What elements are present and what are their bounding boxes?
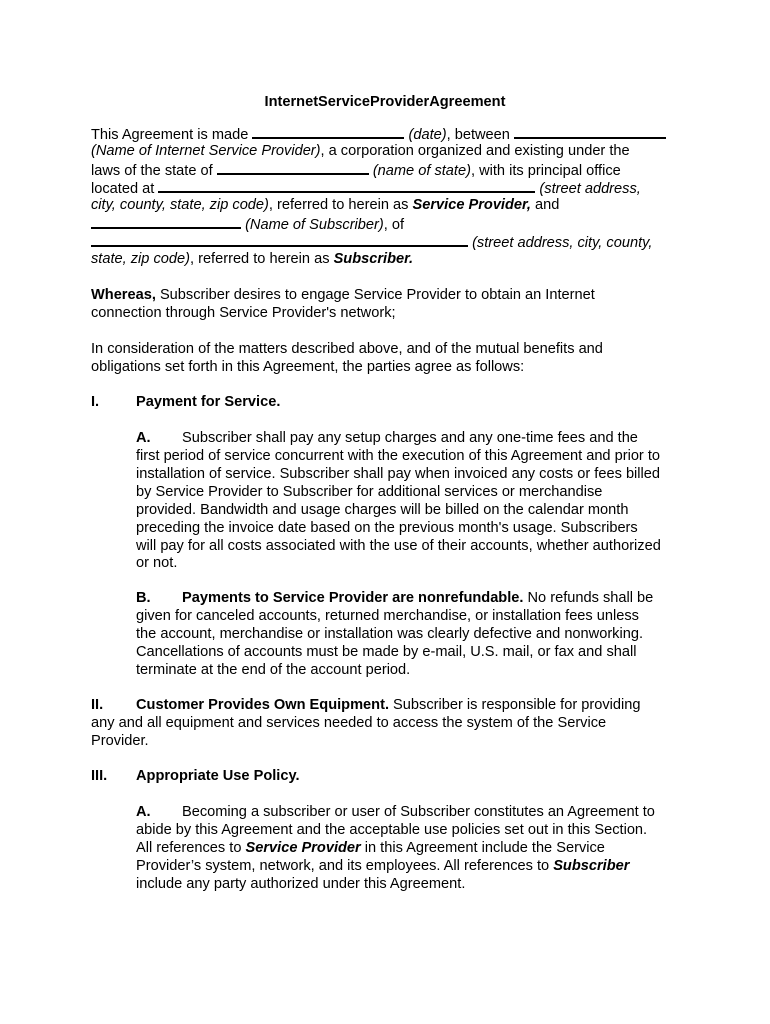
section-2-text: Subscriber is responsible for providing [389,697,641,713]
intro-line-8 [91,251,413,269]
subscriber-name-hint: (Name of Subscriber) [245,217,384,233]
section-1b-line-4: Cancellations of accounts must be made by e-mail, U.S. mail, or fax and shall [136,644,637,660]
intro-text: , a corporation organized and existing under the [320,143,630,159]
isp-name-hint: (Name of Internet Service Provider) [91,143,321,159]
section-1a-label: A. [136,430,151,446]
section-1b-line-3: the account, merchandise or installation was clearly defective and nonworking. [136,626,644,642]
section-1b-line-1 [182,590,653,608]
section-1a-line-8: or not. [136,555,178,571]
section-1a-line-4: by Service Provider to Subscriber for additional services or merchandise [136,484,603,500]
intro-text: , with its principal office [470,163,621,179]
section-3a-line-1: Becoming a subscriber or user of Subscriber constitutes an Agreement to [182,804,655,820]
section-1b-text: No refunds shall be [523,590,654,606]
section-1b-line-2: given for canceled accounts, returned merchandise, or installation fees unless [136,608,639,624]
consideration-line-2: obligations set forth in this Agreement, the parties agree as follows: [91,359,525,375]
intro-text: and [530,197,560,213]
section-1-heading: Payment for Service. [136,394,281,410]
section-1a-line-2: first period of service concurrent with the execution of this Agreement and prior to [136,448,661,464]
section-2-line-1 [136,697,640,715]
intro-line-2 [91,143,630,161]
section-1b-heading: Payments to Service Provider are nonrefundable. [182,590,524,606]
section-3a-text: Provider’s system, network, and its employees. All references to [136,858,554,874]
section-1b-label: B. [136,590,151,606]
whereas-line-2: connection through Service Provider's network; [91,305,396,321]
isp-address-hint: city, county, state, zip code) [91,197,269,213]
intro-text: This Agreement is made [91,127,249,143]
isp-address-hint: (street address, [539,181,641,197]
intro-text: , of [383,217,405,233]
intro-text: , between [446,127,510,143]
section-3a-line-5: include any party authorized under this Agreement. [136,876,466,892]
intro-text: , referred to herein as [189,251,330,267]
subscriber-address-blank[interactable] [91,233,468,247]
intro-line-5 [91,197,559,215]
intro-text: , referred to herein as [268,197,409,213]
section-3a-text: in this Agreement include the Service [360,840,605,856]
section-1a-line-5: provided. Bandwidth and usage charges will be billed on the calendar month [136,502,629,518]
state-hint: (name of state) [372,163,471,179]
section-3a-line-4 [136,858,629,876]
section-3-heading: Appropriate Use Policy. [136,768,300,784]
intro-line-4 [91,179,641,199]
section-1a-line-1: Subscriber shall pay any setup charges and any one-time fees and the [182,430,638,446]
isp-address-blank[interactable] [158,179,535,193]
subscriber-term: Subscriber [553,858,630,874]
section-1a-line-7: will pay for all costs associated with the use of their accounts, whether authorized [136,538,661,554]
section-3a-label: A. [136,804,151,820]
section-2-number: II. [91,697,104,713]
section-2-line-3: Provider. [91,733,149,749]
subscriber-address-hint: (street address, city, county, [472,235,653,251]
section-2-heading: Customer Provides Own Equipment. [136,697,389,713]
subscriber-address-hint: state, zip code) [91,251,190,267]
intro-line-3 [91,161,621,181]
whereas-line-1 [91,287,595,305]
state-blank[interactable] [217,161,369,175]
consideration-line-1: In consideration of the matters described above, and of the mutual benefits and [91,341,603,357]
intro-text: located at [91,181,155,197]
section-1a-line-3: installation of service. Subscriber shall pay when invoiced any costs or fees billed [136,466,661,482]
subscriber-name-blank[interactable] [91,215,241,229]
whereas-label: Whereas, [91,287,156,303]
section-2-line-2: any and all equipment and services needed to access the system of the Service [91,715,607,731]
section-1b-line-5: terminate at the end of the account period. [136,662,411,678]
section-1a-line-6: preceding the invoice date based on the previous month's usage. Subscribers [136,520,638,536]
intro-line-7 [91,233,652,253]
service-provider-term: Service Provider [245,840,361,856]
date-hint: (date) [408,127,447,143]
subscriber-term: Subscriber. [333,251,414,267]
section-3a-line-2: abide by this Agreement and the acceptable use policies set out in this Section. [136,822,648,838]
intro-line-6 [91,215,404,235]
section-3a-line-3 [136,840,605,858]
isp-name-blank[interactable] [514,125,666,139]
intro-text: laws of the state of [91,163,213,179]
section-3-number: III. [91,768,108,784]
section-1-number: I. [91,394,100,410]
whereas-text: Subscriber desires to engage Service Provider to obtain an Internet [155,287,595,303]
service-provider-term: Service Provider, [412,197,531,213]
document-title: InternetServiceProviderAgreement [264,94,506,110]
intro-line-1 [91,125,666,145]
date-blank[interactable] [252,125,404,139]
section-3a-text: All references to [136,840,246,856]
